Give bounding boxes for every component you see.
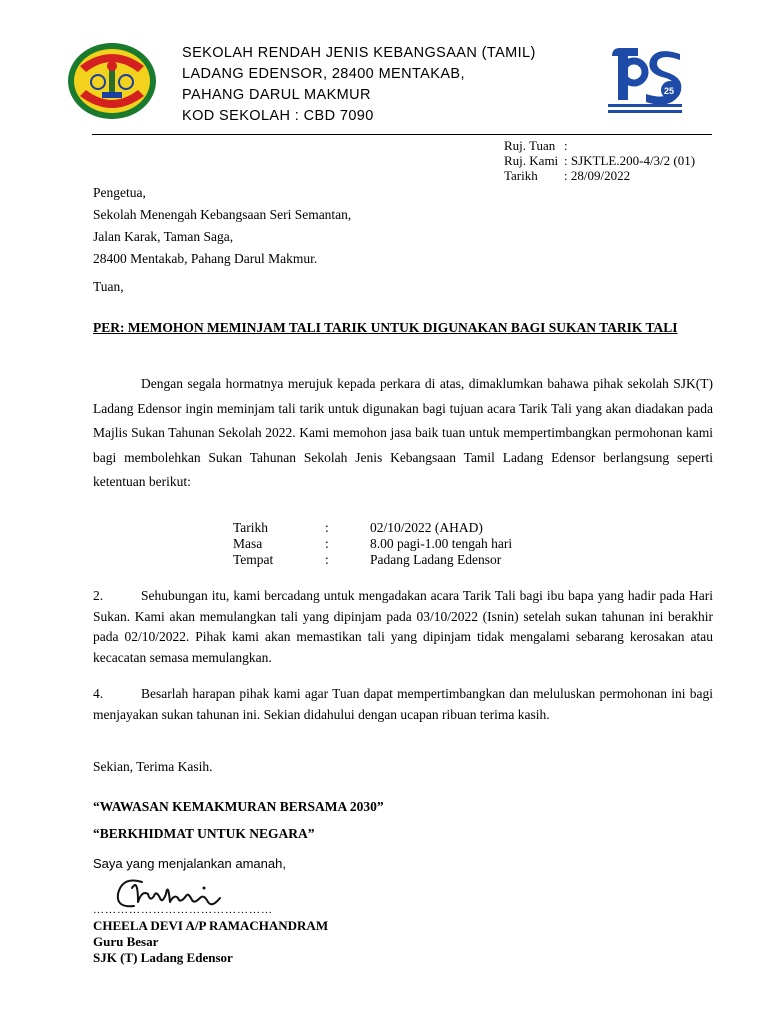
signer-block xyxy=(93,918,328,966)
recipient-line: Jalan Karak, Taman Saga, xyxy=(93,229,234,244)
paragraph-text: Besarlah harapan pihak kami agar Tuan dapat mempertimbangkan dan meluluskan permohonan ini bagi menjayakan sukan tahunan ini. Sekian didahului dengan ucapan ribuan terima kasih. xyxy=(93,686,713,722)
school-name-line: SEKOLAH RENDAH JENIS KEBANGSAAN (TAMIL) xyxy=(182,45,536,61)
detail-colon: : xyxy=(325,536,329,551)
body-paragraph-2 xyxy=(93,586,713,668)
detail-label: Tarikh xyxy=(233,520,269,535)
recipient-line: Pengetua, xyxy=(93,185,146,200)
ruj-tuan-row xyxy=(504,138,695,153)
school-address-line: LADANG EDENSOR, 28400 MENTAKAB, xyxy=(182,66,465,82)
detail-label: Masa xyxy=(233,536,263,551)
motto-wawasan: “WAWASAN KEMAKMURAN BERSAMA 2030” xyxy=(93,799,384,814)
paragraph-text: Sehubungan itu, kami bercadang untuk mengadakan acara Tarik Tali bagi ibu bapa yang hadir pada Hari Sukan. Kami akan memulangkan tali yang dipinjam pada 03/10/2022 (Isnin) setelah sukan tahunan ini berakhir pada 02/10/2022. Pihak kami akan memastikan tali yang dipinjam tidak mengalami sebarang kerosakan atau kecacatan semasa memulangkan. xyxy=(93,588,713,665)
body-paragraph-1: Dengan segala hormatnya merujuk kepada perkara di atas, dimaklumkan bahawa pihak sekolah SJK(T) Ladang Edensor ingin meminjam tali tarik untuk digunakan bagi tujuan acara Tarik Tali yang akan diadakan pada Majlis Sukan Tahunan Sekolah 2022. Kami memohon jasa baik tuan untuk mempertimbangkan permohonan kami bagi membolehkan Sukan Tahunan Sekolah Jenis Kebangsaan Tamil Ladang Edensor berlangsung seperti ketentuan berikut: xyxy=(93,376,713,489)
closing-line: Sekian, Terima Kasih. xyxy=(93,759,213,774)
recipient-line: 28400 Mentakab, Pahang Darul Makmur. xyxy=(93,251,318,266)
ts25-logo xyxy=(604,42,686,122)
detail-value: Padang Ladang Edensor xyxy=(370,552,502,567)
signer-title: Guru Besar xyxy=(93,934,159,949)
detail-value: 8.00 pagi-1.00 tengah hari xyxy=(370,536,513,551)
salutation: Tuan, xyxy=(93,279,124,294)
paragraph-number: 2. xyxy=(93,588,104,603)
motto-berkhidmat: “BERKHIDMAT UNTUK NEGARA” xyxy=(93,826,315,841)
detail-colon: : xyxy=(325,520,329,535)
tarikh-row xyxy=(504,168,695,183)
event-details xyxy=(233,520,512,568)
school-crest-logo xyxy=(66,40,158,122)
signer-school: SJK (T) Ladang Edensor xyxy=(93,950,233,965)
tarikh-label: Tarikh xyxy=(504,168,538,183)
signer-name: CHEELA DEVI A/P RAMACHANDRAM xyxy=(93,918,329,933)
ruj-kami-value: : SJKTLE.200-4/3/2 (01) xyxy=(564,153,696,168)
school-code-line: KOD SEKOLAH : CBD 7090 xyxy=(182,108,374,124)
detail-label: Tempat xyxy=(233,552,274,567)
detail-row xyxy=(233,536,512,552)
ruj-kami-row xyxy=(504,153,695,168)
school-letterhead xyxy=(182,43,536,127)
tarikh-value: : 28/09/2022 xyxy=(564,168,631,183)
detail-row xyxy=(233,552,512,568)
reference-block xyxy=(504,138,695,183)
svg-text:25: 25 xyxy=(664,86,675,96)
detail-value: 02/10/2022 (AHAD) xyxy=(370,520,483,535)
letter-subject: PER: MEMOHON MEMINJAM TALI TARIK UNTUK DIGUNAKAN BAGI SUKAN TARIK TALI xyxy=(93,320,678,335)
header-divider xyxy=(92,134,712,135)
ruj-tuan-label: Ruj. Tuan xyxy=(504,138,556,153)
ruj-kami-label: Ruj. Kami xyxy=(504,153,559,168)
paragraph-number: 4. xyxy=(93,686,104,701)
recipient-line: Sekolah Menengah Kebangsaan Seri Semantan, xyxy=(93,207,352,222)
body-paragraph-3 xyxy=(93,684,713,725)
recipient-address xyxy=(93,182,351,270)
signature-dots: ……………………………………… xyxy=(93,904,273,916)
school-state-line: PAHANG DARUL MAKMUR xyxy=(182,87,371,103)
detail-row xyxy=(233,520,512,536)
ruj-tuan-value: : xyxy=(564,138,568,153)
signoff-line: Saya yang menjalankan amanah, xyxy=(93,856,286,871)
detail-colon: : xyxy=(325,552,329,567)
